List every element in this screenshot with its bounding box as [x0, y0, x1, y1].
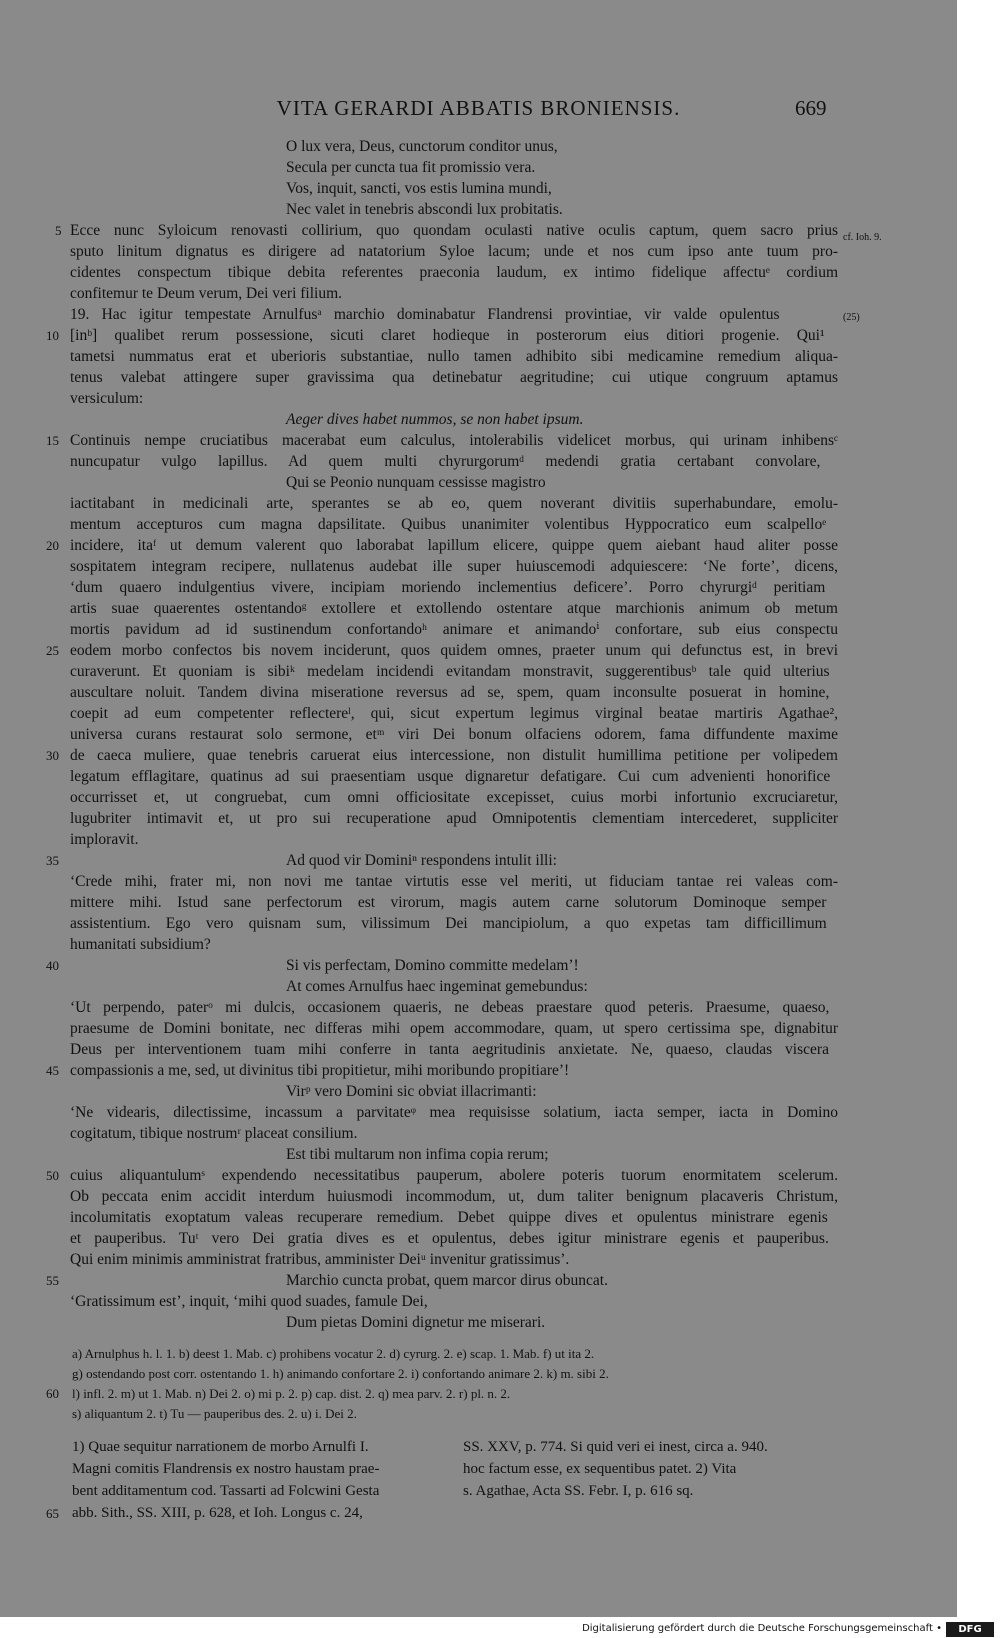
- footnote-line: s. Agathae, Acta SS. Febr. I, p. 616 sq.: [463, 1483, 694, 1499]
- running-title: VITA GERARDI ABBATIS BRONIENSIS.: [276, 96, 681, 120]
- text-line: confitemur te Deum verum, Dei veri filium.: [70, 285, 343, 302]
- text-line: Qui enim minimis amministrat fratribus, amminister Deiᵘ invenitur gratissimus’.: [70, 1251, 570, 1268]
- text-line: iactitabant in medicinali arte, sperantes se ab eo, quem noverant divitiis superhabundare, emolu-: [70, 495, 838, 512]
- text-line: praesume de Domini bonitate, nec differas mihi opem accommodare, quam, ut spero certissima spe, dignabitur: [70, 1020, 838, 1037]
- text-line: ‘Gratissimum est’, inquit, ‘mihi quod suades, famule Dei,: [70, 1293, 428, 1310]
- line-number: 20: [46, 538, 59, 553]
- line-number: 45: [46, 1063, 59, 1078]
- text-line: nuncupatur vulgo lapillus. Ad quem multi chyrurgorumᵈ medendi gratia certabant convolare,: [70, 453, 821, 470]
- text-line: versiculum:: [70, 390, 144, 407]
- text-line: Vos, inquit, sancti, vos estis lumina mundi,: [286, 180, 552, 197]
- footnote-line: bent additamentum cod. Tassarti ad Folcwini Gesta: [72, 1483, 380, 1499]
- text-line: Marchio cuncta probat, quem marcor dirus obuncat.: [286, 1272, 608, 1289]
- text-line: Ad quod vir Dominiⁿ respondens intulit illi:: [286, 852, 557, 869]
- text-line: mortis pavidum ad id sustinendum confortandoʰ animare et animandoⁱ confortare, sub eius conspectu: [70, 621, 838, 638]
- text-line: Nec valet in tenebris abscondi lux probitatis.: [286, 201, 563, 218]
- text-line: assistentium. Ego vero quisnam sum, vilissimum Dei mancipiolum, a quo expetas tam difficillimum: [70, 915, 827, 932]
- text-line: mentum accepturos cum magna dapsilitate. Quibus unanimiter volentibus Hyppocratico eum scalpelloᵉ: [70, 516, 827, 533]
- line-number: 60: [46, 1386, 59, 1401]
- text-line: eodem morbo confectos bis novem inciderunt, quos quidem omnes, praeter unum qui defunctus est, in brevi: [70, 642, 838, 659]
- footnote-line: 1) Quae sequitur narrationem de morbo Arnulfi I.: [72, 1439, 369, 1455]
- text-line: lugubriter intimavit et, ut pro sui recuperatione apud Omnipotentis clementiam intercederet, suppliciter: [70, 810, 838, 827]
- line-number: 30: [46, 748, 59, 763]
- text-line: auscultare noluit. Tandem divina miseratione reversus ad se, spem, quam inconsulte posuerat in homine,: [70, 684, 830, 701]
- footnote-line: Magni comitis Flandrensis ex nostro haustam prae-: [72, 1461, 380, 1477]
- text-line: [inᵇ] qualibet rerum possessione, sicuti claret hodieque in posterorum eius ditiori progenie. Qui¹: [70, 327, 825, 344]
- line-number: 5: [55, 223, 62, 238]
- footer-bar: [0, 1622, 1000, 1638]
- text-line: legatum efflagitare, quatinus ad sui praesentiam usque dignaretur defatigare. Cui cum advenienti honorifice: [70, 768, 831, 785]
- text-line: sputo linitum dignatus es dirigere ad natatorium Syloe lacum; unde et nos cum ipso ante tuum pro-: [70, 243, 838, 260]
- line-number: 40: [46, 958, 59, 973]
- text-line: Secula per cuncta tua fit promissio vera.: [286, 159, 536, 176]
- text-line: cuius aliquantulumˢ expendendo necessitatibus pauperum, abolere poteris tuorum enormitatem scelerum.: [70, 1167, 838, 1184]
- text-line: incidere, itaᶠ ut demum valerent quo laborabat lapillum elicere, quippe quem aiebant haud aliter posse: [70, 537, 838, 554]
- text-line: Est tibi multarum non infima copia rerum;: [286, 1146, 549, 1163]
- text-line: Deus per interventionem tuam mihi conferre in tanta aegritudinis anxietate. Ne, quaeso, claudas viscera: [70, 1041, 829, 1058]
- text-line: et pauperibus. Tuᵗ vero Dei gratia dives es et opulentus, debes igitur ministrare egenis et pauperibus.: [70, 1230, 829, 1247]
- text-line: artis suae quaerentes ostentandoᵍ extollere et extollendo ostentare atque marchionis animum ob metum: [70, 600, 838, 617]
- footer-credit: Digitalisierung gefördert durch die Deutsche Forschungsgemeinschaft •: [582, 1623, 942, 1634]
- apparatus-line: s) aliquantum 2. t) Tu — pauperibus des. 2. u) i. Dei 2.: [72, 1406, 357, 1421]
- text-line: At comes Arnulfus haec ingeminat gemebundus:: [286, 978, 588, 995]
- text-line: imploravit.: [70, 831, 139, 848]
- page-number: 669: [795, 96, 827, 120]
- text-line: Continuis nempe cruciatibus macerabat eum calculus, intolerabilis videlicet morbus, qui urinam inhibensᶜ: [70, 432, 838, 449]
- text-line: Virᵖ vero Domini sic obviat illacrimanti:: [286, 1083, 537, 1100]
- line-number: 15: [46, 433, 59, 448]
- text-line: tametsi nummatus erat et uberioris substantiae, nullo tamen adhibito sibi medicamine remedium aliqua-: [70, 348, 838, 365]
- text-line: cogitatum, tibique nostrumʳ placeat consilium.: [70, 1125, 358, 1142]
- text-line: Si vis perfectam, Domino committe medelam’!: [286, 957, 579, 974]
- text-line: universa curans restaurat solo sermone, etᵐ viri Dei bonum olfaciens odorem, fama diffundente maxime: [70, 726, 838, 743]
- text-line: sospitatem integram recipere, nullatenus audebat ille super huiuscemodi adquiescere: ‘Ne forte’, dicens,: [70, 558, 838, 575]
- footnote-line: abb. Sith., SS. XIII, p. 628, et Ioh. Longus c. 24,: [72, 1505, 363, 1521]
- text-line: incolumitatis exoptatum valeas recuperare remedium. Debet quippe dives et opulentus ministrare egenis: [70, 1209, 828, 1226]
- text-line: tenus valebat attingere super gravissima qua detinebatur aegritudine; cui utique congruum aptamus: [70, 369, 838, 386]
- text-line: ‘Ne videaris, dilectissime, incassum a parvitateᵠ mea requisisse solatium, iacta semper, iacta in Domino: [70, 1104, 838, 1121]
- dfg-logo: DFG: [946, 1622, 994, 1637]
- line-number: 55: [46, 1273, 59, 1288]
- line-number: 65: [46, 1506, 59, 1521]
- margin-note: (25): [843, 312, 860, 323]
- text-line: Dum pietas Domini dignetur me miserari.: [286, 1314, 546, 1331]
- text-line: de caeca muliere, quae tenebris caruerat eius intercessione, non distulit humillima petitione per volipedem: [70, 747, 838, 764]
- text-line: Ecce nunc Syloicum renovasti collirium, quo quondam oculasti native oculis captum, quem sacro prius: [70, 222, 838, 239]
- footnote-line: SS. XXV, p. 774. Si quid veri ei inest, circa a. 940.: [463, 1439, 768, 1455]
- text-line: ‘dum quaero indulgentius vivere, incipiam moriendo inclementius deficere’. Porro chyrurgiᵈ peritiam: [70, 579, 826, 596]
- text-line: coepit ad eum competenter reflectereˡ, qui, sicut expertum legimus virginal beatae martiris Agathae²,: [70, 705, 838, 722]
- text-line: Ob peccata enim accidit interdum huiusmodi incommodum, ut, dum taliter benignum placaveris Christum,: [70, 1188, 838, 1205]
- text-line: humanitati subsidium?: [70, 936, 211, 953]
- text-line: O lux vera, Deus, cunctorum conditor unus,: [286, 138, 558, 155]
- text-line: ‘Crede mihi, frater mi, non novi me tantae virtutis esse vel meriti, ut fiduciam tantae rei valeas com-: [70, 873, 838, 890]
- apparatus-line: a) Arnulphus h. l. 1. b) deest 1. Mab. c) prohibens vocatur 2. d) cyrurg. 2. e) scap. 1. Mab. f) ut ita 2.: [72, 1346, 595, 1361]
- text-line: cidentes conspectum tibique debita referentes praeconia laudum, ex intimo fidelique affectuᵉ cordium: [70, 264, 838, 281]
- text-line: 19. Hac igitur tempestate Arnulfusᵃ marchio dominabatur Flandrensi provintiae, vir valde opulentus: [70, 306, 780, 323]
- line-number: 10: [46, 328, 59, 343]
- line-number: 35: [46, 853, 59, 868]
- footnote-line: hoc factum esse, ex sequentibus patet. 2) Vita: [463, 1461, 737, 1477]
- margin-note: cf. Ioh. 9.: [843, 232, 882, 243]
- text-line: Qui se Peonio nunquam cessisse magistro: [286, 474, 546, 491]
- apparatus-line: l) infl. 2. m) ut 1. Mab. n) Dei 2. o) mi p. 2. p) cap. dist. 2. q) mea parv. 2. r) pl. n. 2.: [72, 1386, 511, 1401]
- text-line: mittere mihi. Istud sane perfectorum est virorum, magis autem carne solutorum Dominoque semper: [70, 894, 827, 911]
- text-line: occurrisset et, ut congruebat, cum omni officiositate excepisset, cuius morbi infortunio excruciaretur,: [70, 789, 838, 806]
- line-number: 50: [46, 1168, 59, 1183]
- line-number: 25: [46, 643, 59, 658]
- apparatus-line: g) ostendando post corr. ostentando 1. h) animando confortare 2. i) confortando animare 2. k) m. sibi 2.: [72, 1366, 609, 1381]
- text-line: Aeger dives habet nummos, se non habet ipsum.: [286, 411, 584, 428]
- text-line: compassionis a me, sed, ut divinitus tibi propitietur, mihi moribundo propitiare’!: [70, 1062, 570, 1079]
- text-line: curaverunt. Et quoniam is sibiᵏ medelam incidendi evitandam monstravit, suggerentibusᵇ tale quid ulterius: [70, 663, 830, 680]
- text-line: ‘Ut perpendo, paterᵒ mi dulcis, occasionem quaeris, ne debeas praestare quod peteris. Praesume, quaeso,: [70, 999, 830, 1016]
